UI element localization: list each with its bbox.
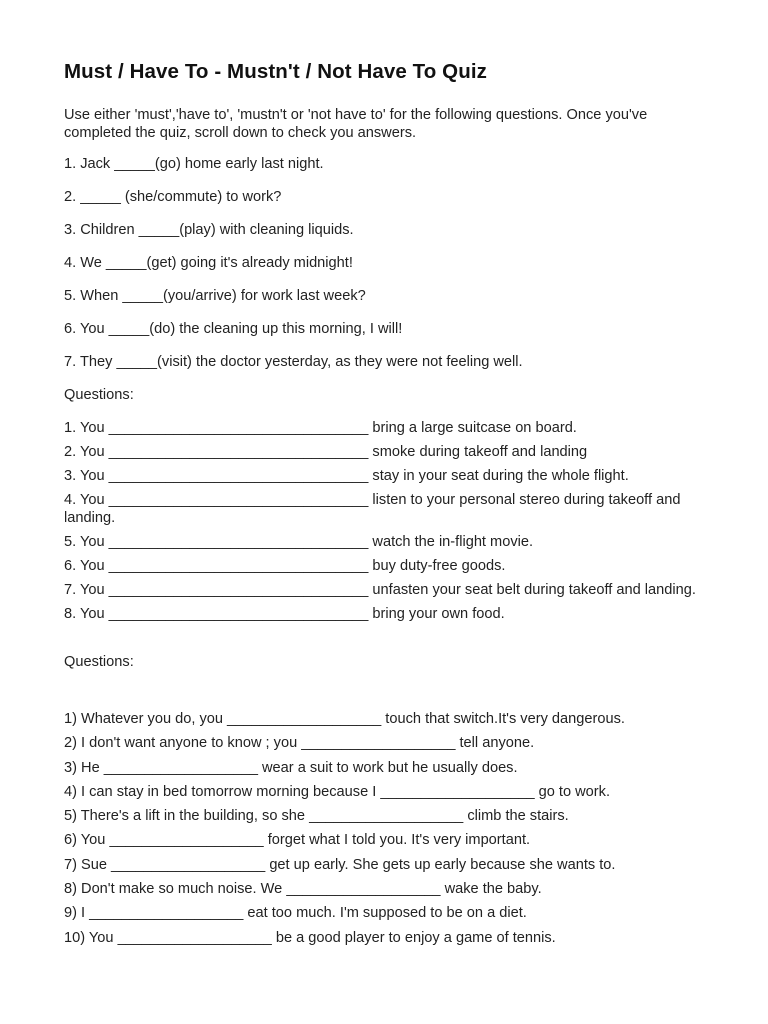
- question-item: 4. You ________________________________ listen to your personal stereo during takeoff and landing.: [64, 492, 681, 526]
- question-item: 7. You ________________________________ unfasten your seat belt during takeoff and landing.: [64, 582, 696, 598]
- question-item: 6. You _____(do) the cleaning up this morning, I will!: [64, 321, 403, 337]
- question-item: 6. You ________________________________ buy duty-free goods.: [64, 558, 506, 574]
- question-item: 8. You ________________________________ bring your own food.: [64, 606, 505, 622]
- question-item: 4) I can stay in bed tomorrow morning because I ___________________ go to work.: [64, 783, 610, 800]
- question-item: 3) He ___________________ wear a suit to work but he usually does.: [64, 759, 518, 776]
- question-item: 10) You ___________________ be a good player to enjoy a game of tennis.: [64, 929, 556, 946]
- question-item: 3. Children _____(play) with cleaning liquids.: [64, 222, 354, 238]
- section-heading: Questions:: [64, 387, 134, 403]
- spacer: [64, 629, 704, 653]
- part3-question-list: [64, 710, 704, 947]
- question-item: 6) You ___________________ forget what I told you. It's very important.: [64, 832, 531, 849]
- part2-question-list: [64, 419, 704, 623]
- question-item: 2) I don't want anyone to know ; you ___________________ tell anyone.: [64, 735, 535, 752]
- instructions: Use either 'must','have to', 'mustn't or 'not have to' for the following questions. Once you've completed the quiz, scroll down to check you answers.: [64, 107, 648, 141]
- question-item: 7. They _____(visit) the doctor yesterday, as they were not feeling well.: [64, 354, 523, 370]
- question-item: 4. We _____(get) going it's already midnight!: [64, 255, 353, 271]
- section-heading: Questions:: [64, 654, 134, 670]
- question-item: 1. You ________________________________ bring a large suitcase on board.: [64, 420, 577, 436]
- question-item: 1. Jack _____(go) home early last night.: [64, 156, 324, 172]
- question-item: 7) Sue ___________________ get up early. She gets up early because she wants to.: [64, 856, 616, 873]
- question-item: 5. You ________________________________ watch the in-flight movie.: [64, 534, 534, 550]
- question-item: 2. You ________________________________ smoke during takeoff and landing: [64, 444, 588, 460]
- question-item: 2. _____ (she/commute) to work?: [64, 189, 282, 205]
- question-item: 1) Whatever you do, you ___________________ touch that switch.It's very dangerous.: [64, 711, 625, 727]
- spacer: [64, 686, 704, 710]
- page-title: Must / Have To - Mustn't / Not Have To Quiz: [64, 60, 487, 83]
- question-item: 9) I ___________________ eat too much. I'm supposed to be on a diet.: [64, 905, 527, 922]
- question-item: 8) Don't make so much noise. We ___________________ wake the baby.: [64, 881, 542, 898]
- question-item: 3. You ________________________________ stay in your seat during the whole flight.: [64, 468, 629, 484]
- question-item: 5) There's a lift in the building, so she ___________________ climb the stairs.: [64, 808, 569, 825]
- question-item: 5. When _____(you/arrive) for work last week?: [64, 288, 366, 304]
- part1-question-list: [64, 155, 704, 371]
